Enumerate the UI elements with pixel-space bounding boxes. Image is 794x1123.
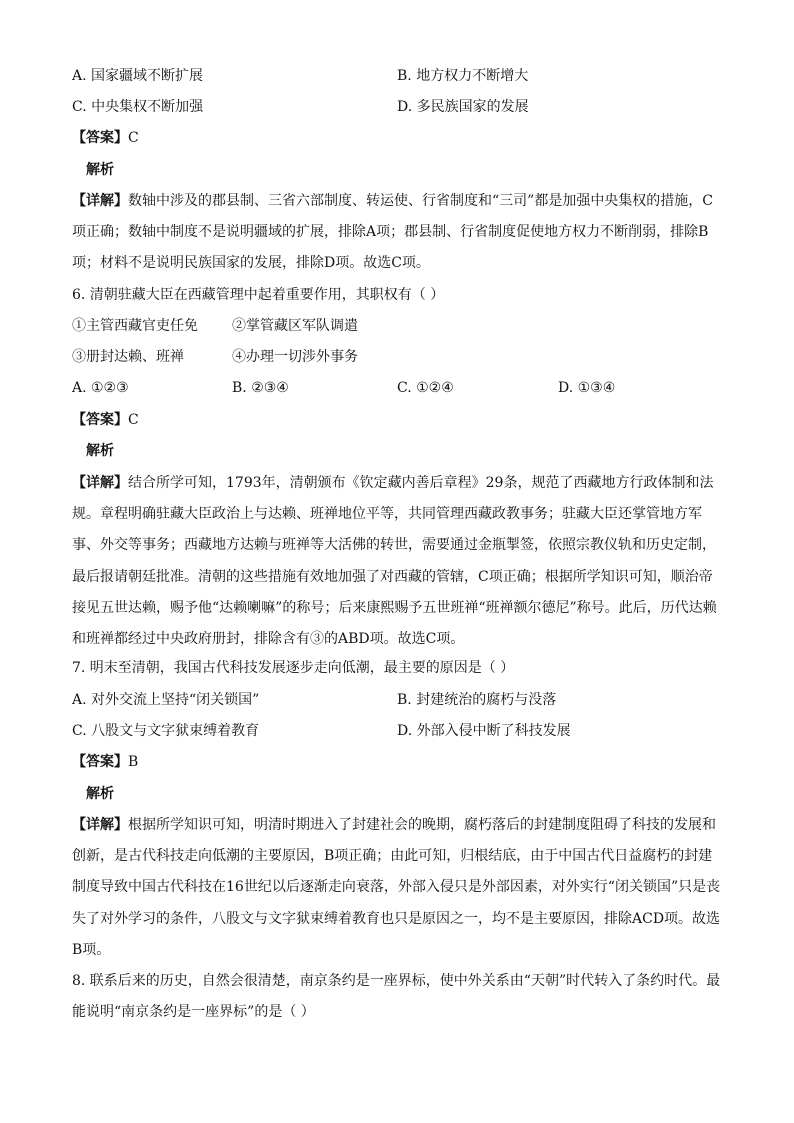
q7-answer — [72, 752, 722, 772]
q6-option-c: C. ①②④ — [397, 380, 454, 396]
detail-text: 数轴中涉及的郡县制、三省六部制度、转运使、行省制度和“三司”都是加强中央集权的措施，C项正确；数轴中制度不是说明疆域的扩展，排除A项；郡县制、行省制度促使地方权力不断削弱，排除B项；材料不是说明民族国家的发展，排除D项。故选C项。 — [72, 193, 714, 272]
detail-tag: 【详解】 — [72, 193, 128, 209]
q8-stem: 8. 联系后来的历史，自然会很清楚，南京条约是一座界标，使中外关系由“天朝”时代转入了条约时代。最能说明“南京条约是一座界标”的是（ ） — [72, 973, 721, 1021]
q7-stem: 7. 明末至清朝，我国古代科技发展逐步走向低潮，最主要的原因是（ ） — [72, 660, 515, 676]
q7-option-c: C. 八股文与文字狱束缚着教育 — [72, 723, 260, 739]
q7-option-b: B. 封建统治的腐朽与没落 — [397, 692, 557, 708]
q6-option-d: D. ①③④ — [558, 380, 616, 396]
detail-text: 根据所学知识可知，明清时期进入了封建社会的晚期，腐朽落后的封建制度阻碍了科技的发展和创新，是古代科技走向低潮的主要原因，B项正确；由此可知，归根结底，由于中国古代日益腐朽的封建制度导致中国古代科技在16世纪以后逐渐走向衰落，外部入侵只是外部因素，对外实行“闭关锁国”只是丧失了对外学习的条件，八股文与文字狱束缚着教育也只是原因之一，均不是主要原因，排除ACD项。故选B项。 — [72, 817, 721, 958]
q5-option-a: A. 国家疆域不断扩展 — [72, 68, 204, 84]
q7-option-a: A. 对外交流上坚持“闭关锁国” — [72, 692, 260, 708]
q5-detail — [72, 186, 722, 280]
analysis-label: 解析 — [86, 786, 114, 802]
q6-detail — [72, 468, 722, 655]
q6-option-a: A. ①②③ — [72, 380, 129, 396]
analysis-label: 解析 — [86, 162, 114, 178]
q5-answer — [72, 128, 722, 148]
q6-answer — [72, 410, 722, 430]
answer-tag: 【答案】 — [72, 130, 128, 146]
answer-value: C — [128, 130, 139, 146]
q5-option-d: D. 多民族国家的发展 — [397, 99, 529, 115]
q5-option-c: C. 中央集权不断加强 — [72, 99, 204, 115]
q7-option-d: D. 外部入侵中断了科技发展 — [397, 723, 571, 739]
detail-text: 结合所学可知，1793年，清朝颁布《钦定藏内善后章程》29条，规范了西藏地方行政体制和法规。章程明确驻藏大臣政治上与达赖、班禅地位平等，共同管理西藏政教事务；驻藏大臣还掌管地方军事、外交等事务；西藏地方达赖与班禅等大活佛的转世，需要通过金瓶掣签，依照宗教仪轨和历史定制，最后报请朝廷批准。清朝的这些措施有效地加强了对西藏的管辖，C项正确；根据所学知识可知，顺治帝接见五世达赖，赐予他“达赖喇嘛”的称号；后来康熙赐予五世班禅“班禅额尔德尼”称号。此后，历代达赖和班禅都经过中央政府册封，排除含有③的ABD项。故选C项。 — [72, 475, 717, 648]
q6-item-1: ①主管西藏官吏任免 — [72, 318, 198, 334]
answer-value: B — [128, 754, 139, 770]
q6-item-3: ③册封达赖、班禅 — [72, 349, 184, 365]
q7-detail — [72, 810, 722, 966]
detail-tag: 【详解】 — [72, 475, 128, 491]
q6-item-2: ②掌管藏区军队调遣 — [232, 318, 358, 334]
detail-tag: 【详解】 — [72, 817, 128, 833]
q6-item-4: ④办理一切涉外事务 — [232, 349, 358, 365]
q5-option-b: B. 地方权力不断增大 — [397, 68, 529, 84]
q6-analysis-label — [72, 441, 722, 461]
q5-analysis-label — [72, 160, 722, 180]
answer-tag: 【答案】 — [72, 412, 128, 428]
answer-value: C — [128, 412, 139, 428]
q7-analysis-label — [72, 784, 722, 804]
q6-option-b: B. ②③④ — [232, 380, 289, 396]
answer-tag: 【答案】 — [72, 754, 128, 770]
analysis-label: 解析 — [86, 443, 114, 459]
q6-stem: 6. 清朝驻藏大臣在西藏管理中起着重要作用，其职权有（ ） — [72, 287, 445, 303]
